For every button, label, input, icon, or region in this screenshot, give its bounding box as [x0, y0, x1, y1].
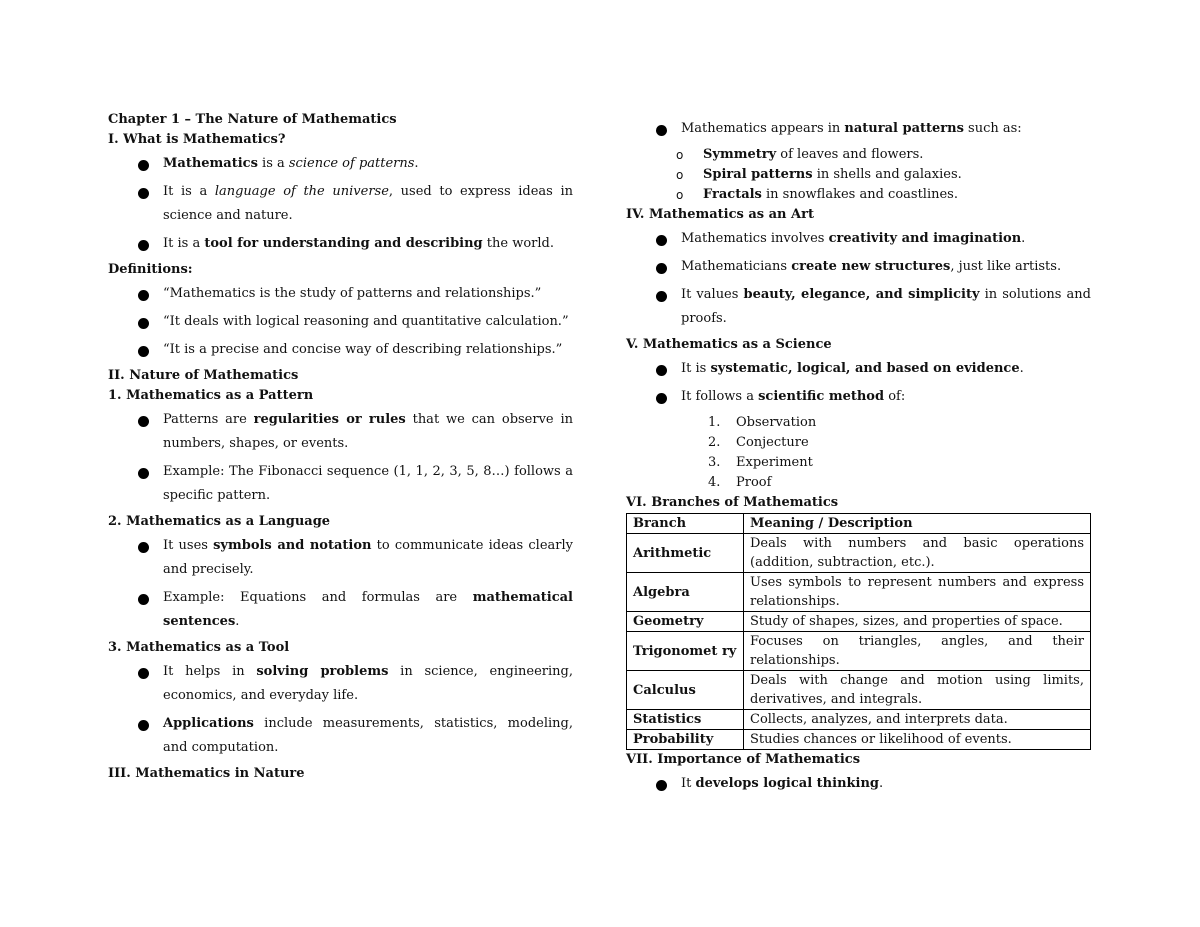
scientific-method-steps [626, 413, 1091, 493]
text: in snowflakes and coastlines. [761, 187, 958, 202]
text: “Mathematics is the study of patterns and relationships.” [163, 286, 542, 301]
bold-text: beauty, elegance, and simplicity [743, 287, 980, 302]
text: It is a [163, 184, 215, 199]
bold-text: natural patterns [844, 121, 964, 136]
text: Example: The Fibonacci sequence (1, 1, 2, 3, 5, 8…) follows a specific pattern. [163, 464, 573, 503]
step-item [626, 453, 1091, 473]
text: such as: [963, 121, 1022, 136]
list-item [626, 772, 1091, 796]
text: “It is a precise and concise way of describing relationships.” [163, 342, 563, 357]
text: It helps in [163, 664, 257, 679]
bullet-icon [138, 188, 149, 199]
subsection-heading-language: 2. Mathematics as a Language [108, 514, 331, 529]
bullet-icon [656, 263, 667, 274]
list-item [108, 180, 573, 228]
step-label: Observation [736, 415, 817, 430]
text: . [235, 614, 240, 629]
circle-bullet-icon: o [676, 188, 684, 202]
list-item [108, 460, 573, 508]
list-item [108, 408, 573, 456]
step-number: 1. [708, 415, 721, 430]
pattern-list [108, 408, 573, 508]
branch-cell: Arithmetic [627, 534, 744, 573]
text: Mathematicians [681, 259, 792, 274]
section-heading-importance: VII. Importance of Mathematics [626, 752, 861, 767]
branch-cell: Algebra [627, 573, 744, 612]
text: of leaves and flowers. [776, 147, 924, 162]
branches-table [626, 513, 1091, 750]
bullet-icon [656, 780, 667, 791]
text: Example: Equations and formulas are [163, 590, 473, 605]
step-number: 4. [708, 475, 721, 490]
italic-text: language of the universe [214, 184, 389, 199]
bullet-icon [138, 346, 149, 357]
chapter-title: Chapter 1 – The Nature of Mathematics [108, 112, 397, 127]
text: of: [884, 389, 906, 404]
bold-text: tool for understanding and describing [204, 236, 483, 251]
text: in solutions and proofs. [681, 287, 1091, 326]
bullet-icon [138, 668, 149, 679]
bold-text: scientific method [758, 389, 885, 404]
text: It is a [163, 236, 205, 251]
bold-text: Symmetry [703, 147, 777, 162]
list-item [108, 338, 573, 362]
section-heading-math-in-nature: III. Mathematics in Nature [108, 766, 305, 781]
table-row [627, 730, 1091, 750]
branch-cell: Trigonomet ry [627, 632, 744, 671]
branch-cell: Probability [627, 730, 744, 750]
text: It values [681, 287, 744, 302]
step-number: 2. [708, 435, 721, 450]
list-item [108, 282, 573, 306]
language-list [108, 534, 573, 634]
text: is a [257, 156, 289, 171]
circle-bullet-icon: o [676, 168, 684, 182]
description-cell: Study of shapes, sizes, and properties of space. [744, 612, 1091, 632]
table-row [627, 612, 1091, 632]
description-cell: Focuses on triangles, angles, and their relationships. [744, 632, 1091, 671]
text: “It deals with logical reasoning and quantitative calculation.” [163, 314, 569, 329]
subsection-heading-pattern: 1. Mathematics as a Pattern [108, 388, 314, 403]
description-cell: Deals with change and motion using limits, derivatives, and integrals. [744, 671, 1091, 710]
text: in science, engineering, economics, and everyday life. [163, 664, 573, 703]
italic-text: science of patterns [288, 156, 415, 171]
description-cell: Studies chances or likelihood of events. [744, 730, 1091, 750]
text: It follows a [681, 389, 759, 404]
section-heading-art: IV. Mathematics as an Art [626, 207, 814, 222]
table-row [627, 632, 1091, 671]
list-item [626, 357, 1091, 381]
sub-list-item [626, 145, 1091, 165]
bold-text: create new structures [791, 259, 951, 274]
list-item [108, 232, 573, 256]
list-item [108, 712, 573, 760]
list-item [626, 255, 1091, 279]
table-header-row [627, 514, 1091, 534]
table-header-meaning: Meaning / Description [744, 514, 1091, 534]
bullet-icon [138, 542, 149, 553]
bullet-icon [138, 468, 149, 479]
section-heading-branches: VI. Branches of Mathematics [626, 495, 839, 510]
text: the world. [482, 236, 554, 251]
definitions-heading: Definitions: [108, 262, 193, 277]
section-heading-nature: II. Nature of Mathematics [108, 368, 299, 383]
bullet-icon [656, 235, 667, 246]
text: Mathematics appears in [681, 121, 845, 136]
bullet-icon [138, 240, 149, 251]
art-list [626, 227, 1091, 331]
list-item [626, 385, 1091, 409]
sub-list-item [626, 165, 1091, 185]
bold-text: Applications [163, 716, 254, 731]
text: include measurements, statistics, modeling, and computation. [163, 716, 573, 755]
list-item [108, 534, 573, 582]
bold-text: systematic, logical, and based on evidence [710, 361, 1020, 376]
definitions-list [108, 282, 573, 362]
list-item [108, 310, 573, 334]
text: . [1021, 231, 1026, 246]
text: It [681, 776, 696, 791]
list-item [108, 586, 573, 634]
bold-text: regularities or rules [253, 412, 406, 427]
section-heading-what-is-math: I. What is Mathematics? [108, 132, 286, 147]
bold-text: Spiral patterns [703, 167, 813, 182]
text: . [1019, 361, 1024, 376]
branch-cell: Statistics [627, 710, 744, 730]
description-cell: Deals with numbers and basic operations (addition, subtraction, etc.). [744, 534, 1091, 573]
circle-bullet-icon: o [676, 148, 684, 162]
text: , used to express ideas in science and nature. [163, 184, 573, 223]
bold-text: mathematical sentences [163, 590, 573, 629]
section-heading-science: V. Mathematics as a Science [626, 337, 832, 352]
text: that we can observe in numbers, shapes, or events. [163, 412, 573, 451]
importance-list [626, 772, 1091, 796]
bullet-icon [138, 594, 149, 605]
text: . [414, 156, 419, 171]
bold-text: develops logical thinking [695, 776, 880, 791]
description-cell: Collects, analyzes, and interprets data. [744, 710, 1091, 730]
text: , just like artists. [950, 259, 1062, 274]
table-row [627, 710, 1091, 730]
text: It uses [163, 538, 214, 553]
table-header-branch: Branch [627, 514, 744, 534]
right-column [626, 117, 1091, 800]
science-list [626, 357, 1091, 409]
step-item [626, 473, 1091, 493]
table-row [627, 573, 1091, 612]
description-cell: Uses symbols to represent numbers and express relationships. [744, 573, 1091, 612]
bold-text: creativity and imagination [828, 231, 1022, 246]
bullet-icon [656, 291, 667, 302]
step-label: Conjecture [736, 435, 809, 450]
list-item [108, 152, 573, 176]
bullet-icon [138, 720, 149, 731]
bullet-icon [138, 160, 149, 171]
text: Mathematics involves [681, 231, 829, 246]
bullet-icon [138, 416, 149, 427]
text: in shells and galaxies. [812, 167, 962, 182]
bullet-icon [138, 318, 149, 329]
text: . [879, 776, 884, 791]
step-label: Experiment [736, 455, 813, 470]
step-item [626, 413, 1091, 433]
bold-text: Mathematics [163, 156, 258, 171]
bullet-icon [656, 365, 667, 376]
list-item [626, 227, 1091, 251]
left-column [108, 110, 573, 784]
bold-text: Fractals [703, 187, 762, 202]
table-row [627, 534, 1091, 573]
text: Patterns are [163, 412, 254, 427]
sub-list-item [626, 185, 1091, 205]
step-label: Proof [736, 475, 772, 490]
step-item [626, 433, 1091, 453]
subsection-heading-tool: 3. Mathematics as a Tool [108, 640, 290, 655]
list-item [626, 283, 1091, 331]
nature-list [626, 117, 1091, 141]
text: It is [681, 361, 711, 376]
tool-list [108, 660, 573, 760]
list-item [108, 660, 573, 708]
bold-text: solving problems [256, 664, 389, 679]
text: to communicate ideas clearly and precisely. [163, 538, 573, 577]
bold-text: symbols and notation [213, 538, 372, 553]
branch-cell: Calculus [627, 671, 744, 710]
table-row [627, 671, 1091, 710]
step-number: 3. [708, 455, 721, 470]
bullet-icon [138, 290, 149, 301]
nature-sublist [626, 145, 1091, 205]
branch-cell: Geometry [627, 612, 744, 632]
bullet-icon [656, 125, 667, 136]
what-is-math-list [108, 152, 573, 256]
list-item [626, 117, 1091, 141]
bullet-icon [656, 393, 667, 404]
